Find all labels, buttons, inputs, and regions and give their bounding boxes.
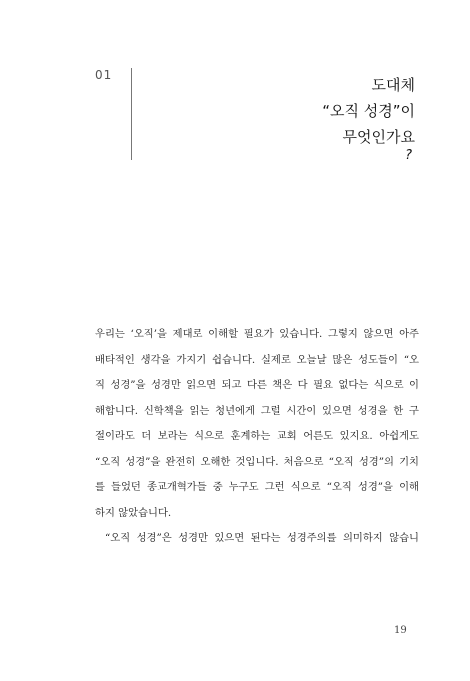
chapter-title [322, 72, 415, 150]
body-line: 배타적인 생각을 가지기 쉽습니다. 실제로 오늘날 많은 성도들이 “오 [95, 353, 419, 366]
body-line: 하지 않았습니다. [95, 506, 172, 519]
body-line: 직 성경”을 성경만 읽으면 되고 다른 책은 다 필요 없다는 식으로 이 [95, 379, 419, 391]
body-text [95, 322, 419, 552]
body-line: “오직 성경”은 성경만 있으면 된다는 성경주의를 의미하지 않습니 [105, 532, 419, 544]
body-line: 를 들었던 종교개혁가들 중 누구도 그런 식으로 “오직 성경”을 이해 [95, 481, 419, 493]
body-line: “오직 성경”을 완전히 오해한 것입니다. 처음으로 “오직 성경”의 기치 [95, 455, 419, 468]
question-mark: ? [405, 148, 412, 163]
chapter-number: 01 [95, 68, 113, 82]
chapter-title-line: 도대체 [371, 76, 415, 94]
body-line: 우리는 ‘오직’을 제대로 이해할 필요가 있습니다. 그렇지 않으면 아주 [95, 328, 419, 340]
chapter-divider [131, 68, 132, 160]
body-line: 해합니다. 신학책을 읽는 청년에게 그럴 시간이 있으면 성경을 한 구 [95, 404, 419, 417]
page-number: 19 [394, 625, 407, 636]
chapter-title-line: 무엇인가요 [342, 128, 415, 146]
body-line: 절이라도 더 보라는 식으로 훈계하는 교회 어른도 있지요. 아쉽게도 [95, 430, 419, 442]
chapter-title-line: “오직 성경”이 [322, 102, 415, 120]
